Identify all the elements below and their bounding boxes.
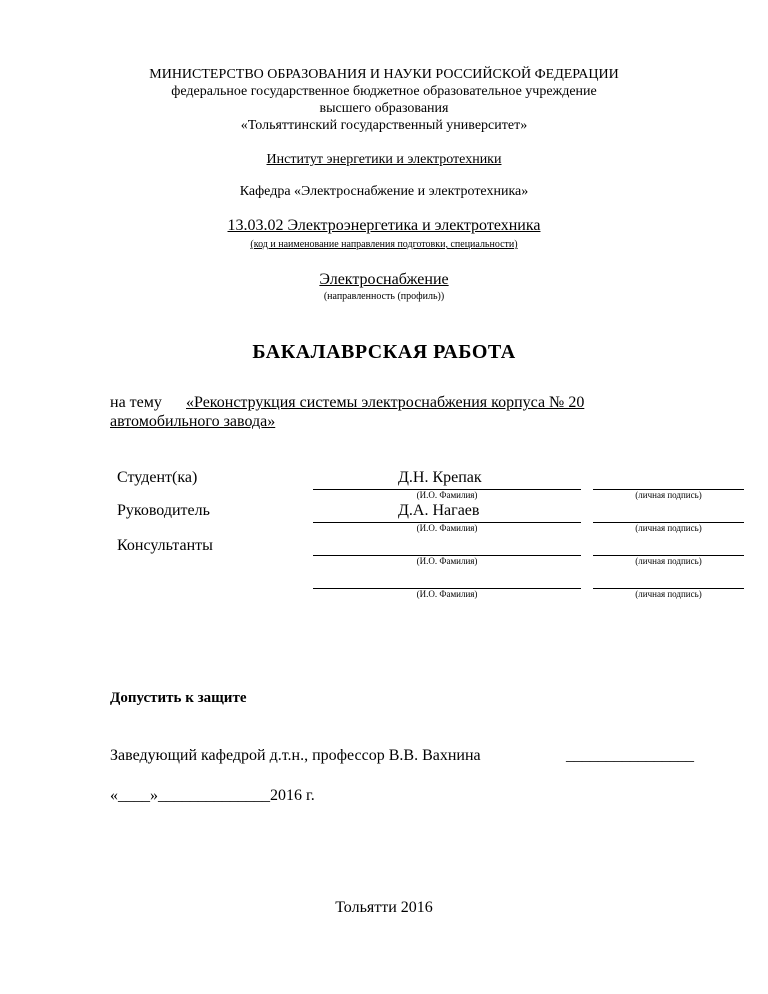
admission-date: «____»______________2016 г. [110, 787, 315, 804]
direction-name: 13.03.02 Электроэнергетика и электротехника [227, 217, 541, 234]
topic-line-1: «Реконструкция системы электроснабжения корпуса № 20 [186, 394, 585, 411]
work-type-title: БАКАЛАВРСКАЯ РАБОТА [252, 341, 516, 363]
supervisor-label: Руководитель [117, 502, 210, 519]
consultant-2-signature-caption: (личная подпись) [635, 589, 702, 599]
ministry-title: МИНИСТЕРСТВО ОБРАЗОВАНИЯ И НАУКИ РОССИЙСКОЙ ФЕДЕРАЦИИ [149, 67, 619, 82]
student-name: Д.Н. Крепак [398, 469, 482, 486]
profile-name: Электроснабжение [319, 271, 449, 288]
student-signature-caption: (личная подпись) [635, 490, 702, 500]
topic-line-2: автомобильного завода» [110, 413, 276, 430]
supervisor-name: Д.А. Нагаев [398, 502, 480, 519]
university-name: «Тольяттинский государственный университет» [240, 118, 528, 133]
student-label: Студент(ка) [117, 469, 198, 486]
profile-caption: (направленность (профиль)) [323, 291, 445, 302]
student-name-caption: (И.О. Фамилия) [416, 490, 478, 500]
supervisor-signature-caption: (личная подпись) [635, 523, 702, 533]
consultant-1-signature-caption: (личная подпись) [635, 556, 702, 566]
consultant-1-name-caption: (И.О. Фамилия) [416, 556, 478, 566]
city-year: Тольятти 2016 [335, 899, 433, 916]
department-name: Кафедра «Электроснабжение и электротехника» [239, 184, 529, 199]
supervisor-name-caption: (И.О. Фамилия) [416, 523, 478, 533]
topic-label: на тему [110, 394, 162, 411]
institute-name: Институт энергетики и электротехники [266, 152, 502, 167]
department-head: Заведующий кафедрой д.т.н., профессор В.В. Вахнина [110, 747, 481, 764]
consultant-2-name-caption: (И.О. Фамилия) [416, 589, 478, 599]
consultants-label: Консультанты [117, 537, 213, 554]
direction-caption: (код и наименование направления подготовки, специальности) [250, 239, 518, 250]
institution-type: федеральное государственное бюджетное образовательное учреждение [171, 84, 597, 99]
admission-title: Допустить к защите [110, 690, 247, 706]
department-head-signature-line: ________________ [566, 747, 694, 764]
education-level: высшего образования [319, 101, 449, 116]
